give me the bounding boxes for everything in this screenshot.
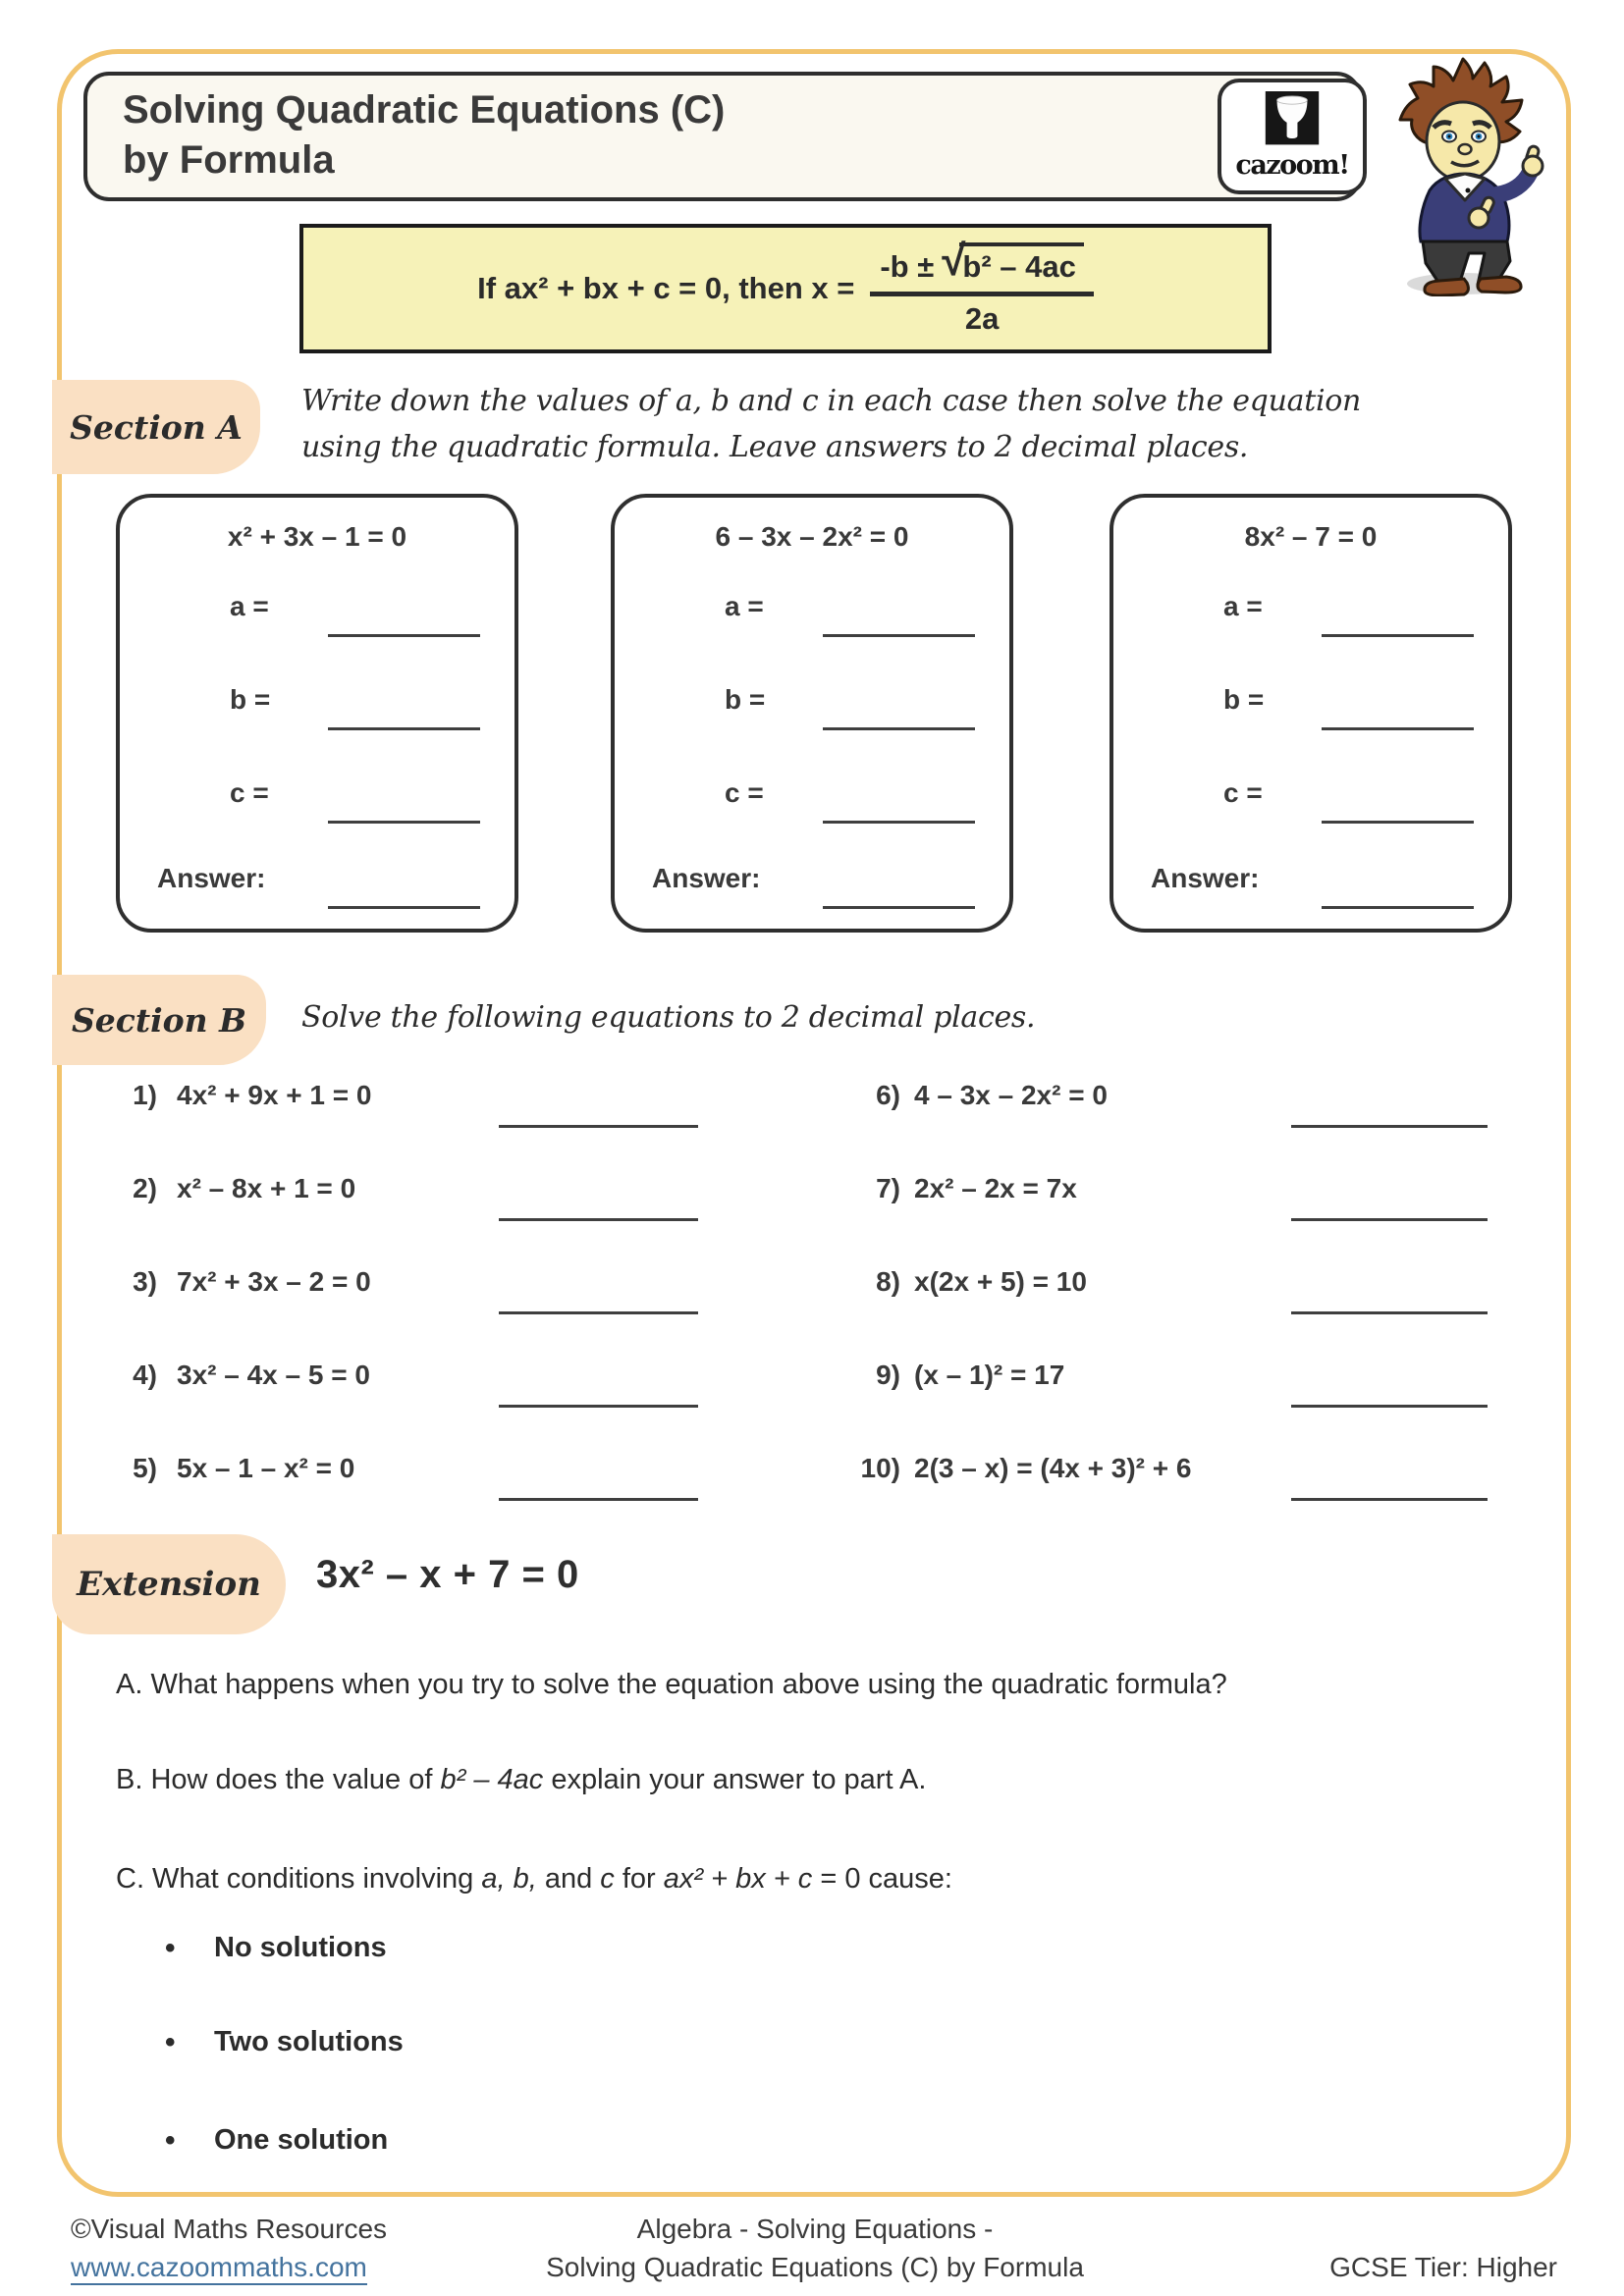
bullet-item-no-solutions [0, 1932, 1624, 1971]
equation-number: 9) [876, 1360, 900, 1390]
bullet-item-one-solution [0, 2124, 1624, 2163]
equation-item-8 [0, 1266, 1624, 1327]
question-c-math: ax² + bx + c [663, 1863, 813, 1895]
coefficient-label-c: c = [1223, 777, 1263, 808]
answer-line [328, 727, 480, 730]
bullet-icon: • [165, 2026, 176, 2058]
formula-fraction [870, 237, 1094, 337]
question-b-text-end: explain your answer to part A. [543, 1764, 927, 1795]
sqrt-radical-icon: √ [942, 237, 966, 285]
coefficient-label-b: b = [725, 684, 766, 715]
formula-box [299, 224, 1272, 353]
cazoom-logo-box [1218, 79, 1367, 194]
coefficient-label-a: a = [725, 591, 764, 621]
drum-icon [1264, 90, 1321, 149]
equation-number: 3) [133, 1266, 157, 1297]
coefficient-label-a: a = [1223, 591, 1263, 621]
footer-category: Algebra - Solving Equations - [636, 2214, 994, 2244]
answer-line [328, 906, 480, 909]
question-a: A. What happens when you try to solve the equation above using the quadratic formula? [116, 1669, 1227, 1700]
answer-line [823, 906, 975, 909]
equation-number: 5) [133, 1453, 157, 1483]
answer-line [1291, 1405, 1488, 1408]
question-b [116, 1764, 1510, 1796]
answer-label: Answer: [1151, 863, 1260, 893]
bullet-icon: • [165, 1932, 176, 1964]
answer-label: Answer: [652, 863, 761, 893]
coefficient-label-c: c = [725, 777, 764, 808]
problem-equation: x² + 3x – 1 = 0 [227, 521, 407, 552]
equation-item-6 [0, 1080, 1624, 1141]
problem-equation: 8x² – 7 = 0 [1244, 521, 1378, 552]
title-box [83, 72, 1362, 201]
answer-line [1322, 634, 1474, 637]
section-b-instructions: Solve the following equations to 2 decimal places. [301, 1000, 1036, 1035]
extension-equation: 3x² – x + 7 = 0 [316, 1553, 579, 1596]
answer-line [823, 634, 975, 637]
equation-number: 7) [876, 1173, 900, 1203]
answer-line [328, 821, 480, 824]
equation-text: x² – 8x + 1 = 0 [177, 1173, 356, 1203]
equation-text: 3x² – 4x – 5 = 0 [177, 1360, 370, 1390]
formula-numerator-prefix: -b ± [880, 249, 935, 284]
coefficient-label-b: b = [230, 684, 271, 715]
formula-numerator [870, 237, 1094, 296]
answer-line [328, 634, 480, 637]
section-b-label: Section B [52, 975, 266, 1065]
question-c-for: for [614, 1863, 664, 1895]
coefficient-label-a: a = [230, 591, 269, 621]
equation-text: (x – 1)² = 17 [914, 1360, 1065, 1390]
bullet-label: One solution [214, 2124, 389, 2156]
equation-number: 1) [133, 1080, 157, 1110]
equation-number: 8) [876, 1266, 900, 1297]
coefficient-label-b: b = [1223, 684, 1265, 715]
equation-number: 10) [860, 1453, 900, 1483]
footer-tier: GCSE Tier: Higher [1329, 2252, 1557, 2282]
section-a-label: Section A [52, 380, 260, 474]
coefficient-label-c: c = [230, 777, 269, 808]
answer-line [1291, 1125, 1488, 1128]
question-b-text: B. How does the value of [116, 1764, 441, 1795]
question-b-math: b² – 4ac [440, 1764, 544, 1795]
equation-text: 4 – 3x – 2x² = 0 [914, 1080, 1108, 1110]
answer-line [1322, 906, 1474, 909]
answer-label: Answer: [157, 863, 266, 893]
footer-website-link[interactable]: www.cazoommaths.com [71, 2252, 367, 2285]
equation-number: 4) [133, 1360, 157, 1390]
equation-item-9 [0, 1360, 1624, 1420]
equation-number: 2) [133, 1173, 157, 1203]
cazoom-logo-text: cazoom! [1235, 150, 1349, 181]
page-title [123, 85, 725, 186]
equation-text: 5x – 1 – x² = 0 [177, 1453, 355, 1483]
answer-line [823, 821, 975, 824]
equation-text: 2x² – 2x = 7x [914, 1173, 1077, 1203]
section-a-instructions-line-1: Write down the values of a, b and c in each case then solve the equation [301, 384, 1362, 418]
answer-line [1322, 727, 1474, 730]
problem-box-1 [116, 494, 518, 933]
question-c-var-c: c [600, 1863, 615, 1895]
question-c-text-end: = 0 cause: [812, 1863, 952, 1895]
formula-lead: If ax² + bx + c = 0, then x = [477, 271, 855, 305]
equation-text: x(2x + 5) = 10 [914, 1266, 1087, 1297]
section-a-instructions-line-2: using the quadratic formula. Leave answers to 2 decimal places. [301, 430, 1249, 464]
answer-line [1322, 821, 1474, 824]
formula-radicand: b² – 4ac [959, 242, 1083, 285]
bullet-icon: • [165, 2124, 176, 2157]
extension-label: Extension [52, 1534, 286, 1634]
problem-box-3 [1110, 494, 1512, 933]
answer-line [1291, 1498, 1488, 1501]
equation-number: 6) [876, 1080, 900, 1110]
footer-worksheet-title: Solving Quadratic Equations (C) by Formula [546, 2252, 1084, 2282]
problem-equation: 6 – 3x – 2x² = 0 [715, 521, 909, 552]
equation-text: 2(3 – x) = (4x + 3)² + 6 [914, 1453, 1192, 1483]
answer-line [1291, 1218, 1488, 1221]
problem-box-2 [611, 494, 1013, 933]
mascot-illustration [1377, 51, 1555, 296]
bullet-item-two-solutions [0, 2026, 1624, 2065]
question-c-and: and [536, 1863, 601, 1895]
equation-item-10 [0, 1453, 1624, 1514]
question-c-text: C. What conditions involving [116, 1863, 482, 1895]
section-a-instructions [301, 378, 1460, 470]
question-c [116, 1863, 1510, 1896]
footer-copyright: ©Visual Maths Resources [71, 2214, 388, 2244]
bullet-label: No solutions [214, 1932, 387, 1963]
square-root [942, 237, 1084, 285]
page-title-line-1: Solving Quadratic Equations (C) [123, 88, 726, 132]
formula-denominator: 2a [964, 301, 1000, 336]
equation-item-7 [0, 1173, 1624, 1234]
page-title-line-2: by Formula [123, 138, 335, 182]
answer-line [823, 727, 975, 730]
question-c-var-ab: a, b, [481, 1863, 537, 1895]
bullet-label: Two solutions [214, 2026, 404, 2057]
answer-line [1291, 1311, 1488, 1314]
equation-text: 4x² + 9x + 1 = 0 [177, 1080, 372, 1110]
equation-text: 7x² + 3x – 2 = 0 [177, 1266, 371, 1297]
